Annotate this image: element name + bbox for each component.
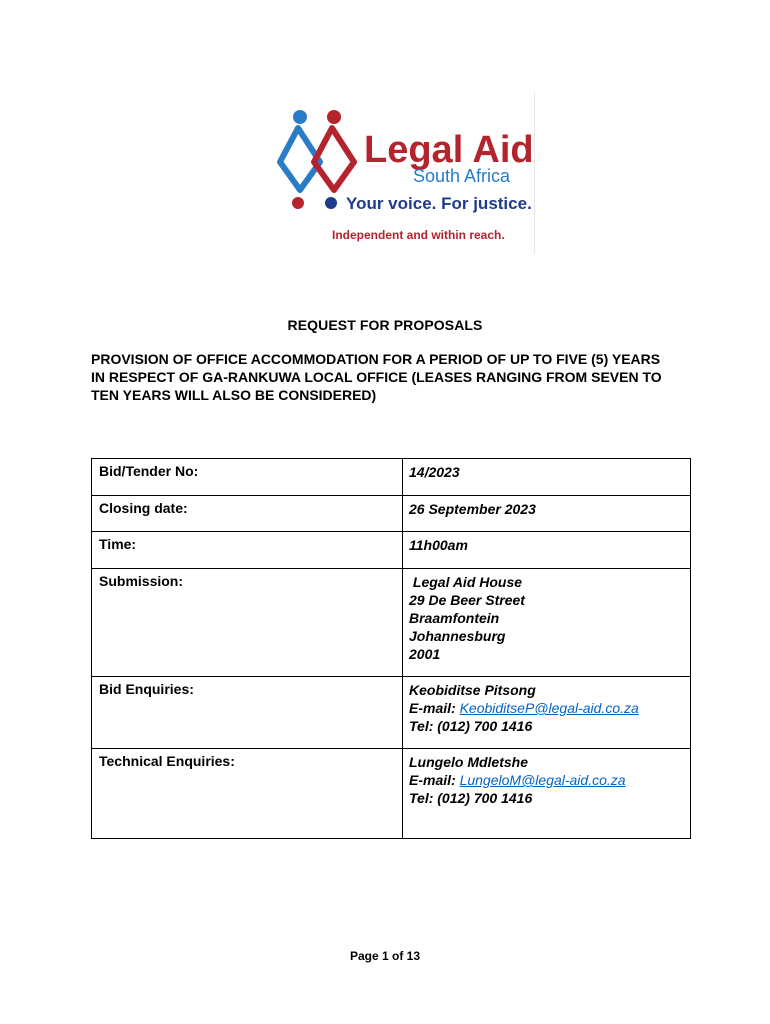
- subject-line: PROVISION OF OFFICE ACCOMMODATION FOR A PERIOD OF UP TO FIVE (5) YEARS: [91, 351, 661, 367]
- contact-email-line: [409, 771, 690, 789]
- document-type-heading: REQUEST FOR PROPOSALS: [287, 317, 483, 333]
- submission-address: [403, 569, 690, 663]
- closing-date-label: Closing date:: [99, 500, 188, 516]
- bid-enquiries-label: Bid Enquiries:: [99, 681, 194, 697]
- address-line: Legal Aid House: [409, 574, 523, 590]
- address-line: Braamfontein: [409, 610, 500, 626]
- bid-no-label-cell: [92, 459, 403, 496]
- logo-graphic: [276, 92, 534, 254]
- submission-label-cell: [92, 569, 403, 677]
- closing-date-value-cell: [403, 496, 691, 532]
- time-value: 11h00am: [409, 537, 468, 553]
- table-row: [92, 459, 691, 496]
- address-line: 29 De Beer Street: [409, 592, 525, 608]
- table-row: [92, 677, 691, 749]
- closing-date-label-cell: [92, 496, 403, 532]
- bid-enquiries-email-link[interactable]: KeobiditseP@legal-aid.co.za: [459, 700, 639, 716]
- table-row: [92, 532, 691, 569]
- tender-details-table: [91, 458, 691, 839]
- logo-brand-text: Legal Aid: [364, 129, 534, 171]
- legal-aid-logo: [276, 92, 535, 254]
- contact-email-line: [409, 699, 690, 717]
- bid-no-value-cell: [403, 459, 691, 496]
- technical-enquiries-label: Technical Enquiries:: [99, 753, 235, 769]
- bid-enquiries-contact: [403, 677, 690, 735]
- time-value-cell: [403, 532, 691, 569]
- technical-enquiries-contact: [403, 749, 690, 807]
- closing-date-value: 26 September 2023: [409, 501, 536, 517]
- time-label-cell: [92, 532, 403, 569]
- logo-head-red-icon: [327, 110, 341, 124]
- contact-tel: Tel: (012) 700 1416: [409, 790, 533, 806]
- bid-no-label: Bid/Tender No:: [99, 463, 199, 479]
- contact-name: Lungelo Mdletshe: [409, 754, 528, 770]
- table-row: [92, 749, 691, 839]
- page-number: Page 1 of 13: [349, 949, 421, 963]
- bid-enquiries-value-cell: [403, 677, 691, 749]
- logo-head-blue-icon: [293, 110, 307, 124]
- technical-enquiries-email-link[interactable]: LungeloM@legal-aid.co.za: [459, 772, 626, 788]
- logo-tagline-text: Independent and within reach.: [332, 228, 505, 242]
- technical-enquiries-value-cell: [403, 749, 691, 839]
- contact-name: Keobiditse Pitsong: [409, 682, 536, 698]
- logo-slogan-text: Your voice. For justice.: [346, 194, 532, 213]
- bid-enquiries-label-cell: [92, 677, 403, 749]
- submission-value-cell: [403, 569, 691, 677]
- document-subject: [91, 350, 721, 404]
- email-label: E-mail:: [409, 700, 456, 716]
- logo-dot-red-icon: [292, 197, 304, 209]
- time-label: Time:: [99, 536, 137, 552]
- subject-line: TEN YEARS WILL ALSO BE CONSIDERED): [91, 387, 377, 403]
- contact-tel: Tel: (012) 700 1416: [409, 718, 533, 734]
- submission-label: Submission:: [99, 573, 184, 589]
- email-label: E-mail:: [409, 772, 456, 788]
- table-row: [92, 569, 691, 677]
- technical-enquiries-label-cell: [92, 749, 403, 839]
- bid-no-value: 14/2023: [409, 464, 460, 480]
- table-row: [92, 496, 691, 532]
- subject-line: IN RESPECT OF GA-RANKUWA LOCAL OFFICE (LEASES RANGING FROM SEVEN TO: [91, 369, 662, 385]
- logo-dot-navy-icon: [325, 197, 337, 209]
- logo-region-text: South Africa: [412, 166, 510, 186]
- address-line: Johannesburg: [409, 628, 506, 644]
- address-line: 2001: [409, 646, 441, 662]
